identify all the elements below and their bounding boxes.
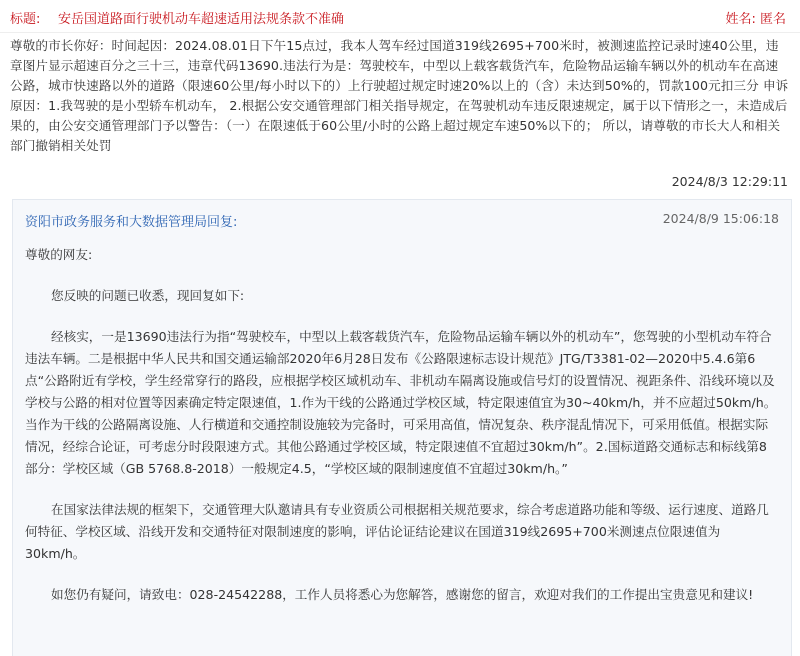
reply-body [25, 244, 779, 625]
message-header [0, 0, 800, 33]
reply-paragraph-1: 您反映的问题已收悉，现回复如下: [51, 288, 245, 303]
question-date: 2024/8/3 12:29:11 [671, 174, 788, 189]
reply-panel [12, 199, 792, 656]
title-label: 标题: [10, 12, 41, 27]
reply-date: 2024/8/9 15:06:18 [662, 211, 779, 226]
author-name: 匿名 [759, 12, 786, 27]
reply-paragraph-2: 经核实，一是13690违法行为指“驾驶校车，中型以上载客载货汽车，危险物品运输车辆以外的机动车”，您驾驶的小型机动车符合违法车辆。二是根据中华人民共和国交通运输部2020年6月28日发布《公路限速标志设计规范》JTG/T3381-02—2020中5.4.6第6点“公路附近有学校，学生经常穿行的路段，应根据学校区域机动车、非机动车隔离设施或信号灯的设置情况、视距条件、沿线环境以及学校与公路的相对位置等因素确定特定限速值，1.作为干线的公路通过学校区域，特定限速值宜为30~40km/h，并不应超过50km/h。当作为干线的公路隔离设施、人行横道和交通控制设施较为完备时，可采用高值，情况复杂、秩序混乱情况下，可采用低值。根据实际情况，经综合论证，可考虑分时段限速方式。其他公路通过学校区域，特定限速值不宜超过30km/h”。2.国标道路交通标志和标线第8部分：学校区域（GB 5768.8-2018）一般规定4.5，“学校区域的限制速度值不宜超过30km/h。” [25, 329, 777, 476]
message-title: 安岳国道路面行驶机动车超速适用法规条款不准确 [58, 12, 345, 27]
reply-department: 资阳市政务服务和大数据管理局回复: [25, 215, 238, 230]
name-label: 姓名: [725, 12, 756, 27]
author-info [725, 8, 786, 27]
reply-paragraph-4: 如您仍有疑问，请致电：028-24542288，工作人员将悉心为您解答，感谢您的留言，欢迎对我们的工作提出宝贵意见和建议! [51, 587, 754, 602]
reply-greeting: 尊敬的网友: [25, 247, 93, 262]
question-body: 尊敬的市长你好：时间起因：2024.08.01日下午15点过，我本人驾车经过国道319线2695+700米时，被测速监控记录时速40公里，违章图片显示超速百分之三十三，违章代码13690.违法行为是：驾驶校车，中型以上载客载货汽车，危险物品运输车辆以外的机动车在高速公路，城市快速路以外的道路（限速60公里/每小时以下的）上行驶超过规定时速20%以上的（含）未达到50%的，罚款100元扣三分 申诉原因：1.我驾驶的是小型轿车机动车， 2.根据公安交通管理部门相关指导规定，在驾驶机动车违反限速规定，属于以下情形之一，未造成后果的，由公安交通管理部门予以警告：（一）在限速低于60公里/小时的公路上超过规定车速50%以下的； 所以，请尊敬的市长大人和相关部门撤销相关处罚 [10, 38, 789, 153]
reply-paragraph-3: 在国家法律法规的框架下，交通管理大队邀请具有专业资质公司根据相关规范要求，综合考虑道路功能和等级、运行速度、道路几何特征、学校区域、沿线开发和交通特征对限制速度的影响，评估论证结论建议在国道319线2695+700米测速点位限速值为30km/h。 [25, 502, 769, 561]
